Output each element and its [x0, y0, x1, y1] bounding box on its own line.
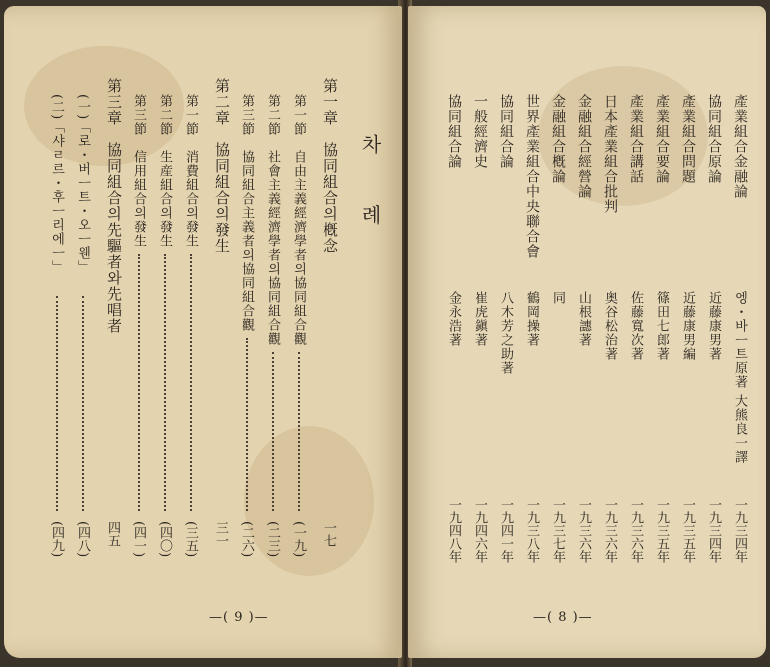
- toc-title: 차 례: [358, 134, 382, 247]
- toc-leader-dots: [56, 296, 58, 511]
- reference-title: 產業組合要論: [654, 94, 670, 184]
- toc-entry-label: 第一節 消費組合의發生: [183, 94, 198, 248]
- reference-author: 篠田七郎著: [654, 291, 669, 361]
- reference-title: 產業組合問題: [680, 94, 696, 184]
- paper-stain: [244, 426, 374, 576]
- reference-year: 一九四六年: [472, 498, 487, 563]
- reference-author: 佐藤寬次著: [628, 291, 643, 361]
- toc-entry-label: (二)「샤ㄹ르・후ㅡ리에ㅡ」: [49, 94, 64, 275]
- toc-leader-dots: [190, 254, 192, 511]
- reference-title: 協同組合原論: [706, 94, 722, 184]
- toc-leader-dots: [138, 254, 140, 511]
- reference-year: 一九三七年: [550, 498, 565, 563]
- reference-year: 一九三五年: [654, 498, 669, 563]
- toc-entry-page: (一九): [291, 521, 306, 558]
- reference-title: 日本產業組合批判: [602, 94, 618, 214]
- reference-year: 一九三四年: [732, 498, 747, 563]
- left-page: [4, 6, 402, 658]
- reference-title: 產業組合金融論: [732, 94, 748, 199]
- reference-author: 鶴岡操著: [524, 291, 539, 347]
- toc-leader-dots: [164, 254, 166, 511]
- right-page: [408, 6, 766, 658]
- toc-entry-page: (四〇): [157, 521, 172, 558]
- toc-entry-label: 第一章 協同組合의槪念: [321, 78, 339, 254]
- toc-entry-page: (四九): [49, 521, 64, 558]
- reference-year: 一九三六年: [576, 498, 591, 563]
- page-number-right: —( 8 )—: [533, 610, 593, 625]
- toc-entry-label: 第三章 協同組合의先驅者와先唱者: [105, 78, 123, 334]
- reference-year: 一九四一年: [498, 498, 513, 563]
- reference-author: 近藤康男著: [706, 291, 721, 361]
- reference-title: 協同組合論: [498, 94, 514, 169]
- reference-year: 一九三四年: [706, 498, 721, 563]
- reference-title: 一般經濟史: [472, 94, 488, 169]
- reference-title: 協同組合論: [446, 94, 462, 169]
- toc-entry-label: 第一節 自由主義經濟學者의協同組合觀: [291, 94, 306, 346]
- toc-entry-label: 第三節 協同組合主義者의協同組合觀: [239, 94, 254, 332]
- toc-entry-label: 第二節 生産組合의發生: [157, 94, 172, 248]
- toc-leader-dots: [82, 296, 84, 511]
- reference-title: 世界產業組合中央聯合會: [524, 94, 540, 259]
- reference-year: 一九三六年: [628, 498, 643, 563]
- toc-entry-page: (四八): [75, 521, 90, 558]
- reference-title: 金融組合槪論: [550, 94, 566, 184]
- reference-year: 一九三八年: [524, 498, 539, 563]
- toc-entry-page: (三五): [183, 521, 198, 558]
- reference-author: 近藤康男編: [680, 291, 695, 361]
- reference-author: 山根譓著: [576, 291, 591, 347]
- reference-title: 金融組合經營論: [576, 94, 592, 199]
- toc-entry-page: (二三): [265, 521, 280, 558]
- reference-title: 產業組合講話: [628, 94, 644, 184]
- toc-entry-page: 三一: [213, 521, 228, 547]
- reference-author: 同: [550, 291, 565, 305]
- toc-leader-dots: [298, 352, 300, 511]
- toc-entry-label: 第二章 協同組合의發生: [213, 78, 231, 254]
- reference-author: 金永浩著: [446, 291, 461, 347]
- toc-entry-page: (四一): [131, 521, 146, 558]
- reference-author: 崔虎鎭著: [472, 291, 487, 347]
- toc-entry-page: 一七: [321, 521, 336, 547]
- reference-author: 엥・바ㅡ트原著 大熊良一譯: [732, 291, 747, 465]
- reference-year: 一九三六年: [602, 498, 617, 563]
- toc-entry-label: 第三節 信用組合의發生: [131, 94, 146, 248]
- toc-entry-label: 第二節 社會主義經濟學者의協同組合觀: [265, 94, 280, 346]
- page-number-left: —( 9 )—: [209, 610, 269, 625]
- toc-entry-label: (一)「로・버ㅡ트・오ㅡ웬」: [75, 94, 90, 275]
- toc-entry-page: 四五: [105, 521, 120, 547]
- toc-leader-dots: [272, 352, 274, 511]
- reference-author: 奥谷松治著: [602, 291, 617, 361]
- reference-author: 八木芳之助著: [498, 291, 513, 375]
- reference-year: 一九四八年: [446, 498, 461, 563]
- reference-year: 一九三五年: [680, 498, 695, 563]
- toc-entry-page: (二六): [239, 521, 254, 558]
- toc-leader-dots: [246, 338, 248, 511]
